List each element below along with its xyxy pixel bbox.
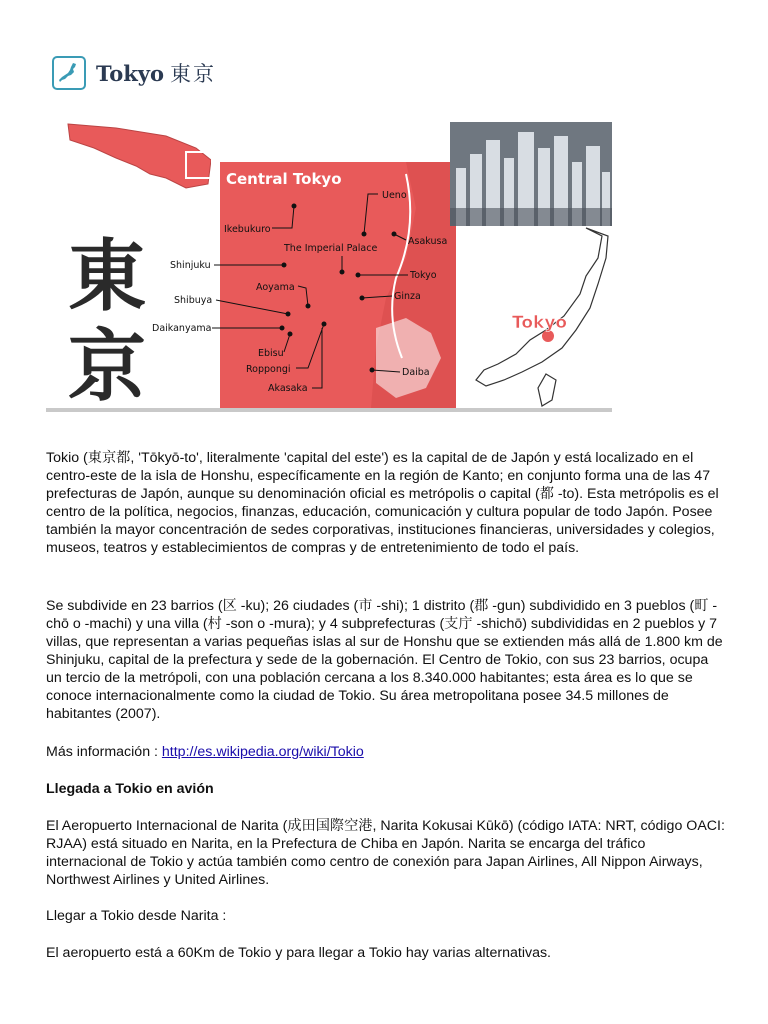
ward-label-roppongi: Roppongi	[246, 364, 291, 375]
ward-label-ebisu: Ebisu	[258, 348, 284, 359]
japan-outline	[476, 228, 608, 386]
ward-label-ikebukuro: Ikebukuro	[224, 224, 271, 235]
page-header	[52, 56, 216, 90]
ward-label-akasaka: Akasaka	[268, 383, 308, 394]
ward-label-tokyo: Tokyo	[410, 270, 437, 281]
ward-label-shibuya: Shibuya	[174, 295, 213, 306]
ward-label-aoyama: Aoyama	[256, 282, 295, 293]
side-kanji-1: 東	[68, 231, 147, 322]
skyline-ground	[450, 208, 612, 226]
tokyo-banner-image	[46, 118, 612, 414]
japan-map-icon	[52, 56, 86, 90]
ward-label-shinjuku: Shinjuku	[170, 260, 211, 271]
from-narita-line: Llegar a Tokio desde Narita :	[46, 908, 227, 924]
ward-label-ueno: Ueno	[382, 190, 407, 201]
intro-paragraph: Tokio (東京都, 'Tōkyō-to', literalmente 'capital del este') es la capital de de Japón y está localizado en el centro-este de la isla de Honshu, específicamente en la región de Kanto; en conjunto forma una de las 47 prefecturas de Japón, aunque su denominación oficial es metrópolis o capital (都 -to). Esta metrópolis es el centro de la política, negocios, finanzas, educación, comunicación y cultura popular de todo Japón. Posee también la mayor concentración de sedes corporativas, instituciones financieras, universidades y colegios, museos, teatros y establecimientos de compras y de entretenimiento de todo el país.	[46, 450, 719, 556]
wikipedia-link[interactable]: http://es.wikipedia.org/wiki/Tokio	[161, 744, 364, 760]
side-kanji-2: 京	[68, 321, 147, 412]
kyushu-outline	[538, 374, 556, 406]
japan-tokyo-label: Tokyo	[512, 313, 568, 333]
subdivisions-paragraph: Se subdivide en 23 barrios (区 -ku); 26 ciudades (市 -shi); 1 distrito (郡 -gun) subdividido en 3 pueblos (町 -chō o -machi) y una villa (村 -son o -mura); y 4 subprefecturas (支庁 -shichō) subdivididas en 2 pueblos y 7 villas, que representan a varias pequeñas islas al sur de Honshu que se extienden más allá de 1.800 km de Shinjuku, capital de la prefectura y sede de la gobernación. El Centro de Tokio, con sus 23 barrios, ocupa un tercio de la metrópoli, con una población cercana a los 8.340.000 habitantes; esta área es lo que se conoce internacionalmente como la ciudad de Tokio. Su área metropolitana posee 34.5 millones de habitantes (2007).	[46, 598, 723, 722]
ward-label-ginza: Ginza	[394, 291, 421, 302]
page-title	[96, 58, 216, 88]
section-heading-air-arrival: Llegada a Tokio en avión	[46, 781, 214, 797]
ward-label-asakusa: Asakusa	[408, 236, 448, 247]
ward-label-imperial-palace: The Imperial Palace	[284, 243, 378, 254]
title-kanji: 東京	[169, 62, 216, 86]
more-info-label: Más información :	[46, 744, 162, 760]
title-latin: Tokyo	[96, 61, 164, 86]
ward-label-daiba: Daiba	[402, 367, 430, 378]
alternatives-line: El aeropuerto está a 60Km de Tokio y para llegar a Tokio hay varias alternativas.	[46, 945, 551, 961]
more-info-line	[46, 743, 726, 761]
ward-label-daikanyama: Daikanyama	[152, 323, 212, 334]
narita-paragraph: El Aeropuerto Internacional de Narita (成田国際空港, Narita Kokusai Kūkō) (código IATA: NRT, código OACI: RJAA) está situado en Narita, en la Prefectura de Chiba en Japón. Narita se encarga del tráfico internacional de Tokio y actúa también como centro de conexión para Japan Airlines, All Nippon Airways, Northwest Airlines y United Airlines.	[46, 818, 725, 888]
map-title: Central Tokyo	[226, 170, 342, 188]
